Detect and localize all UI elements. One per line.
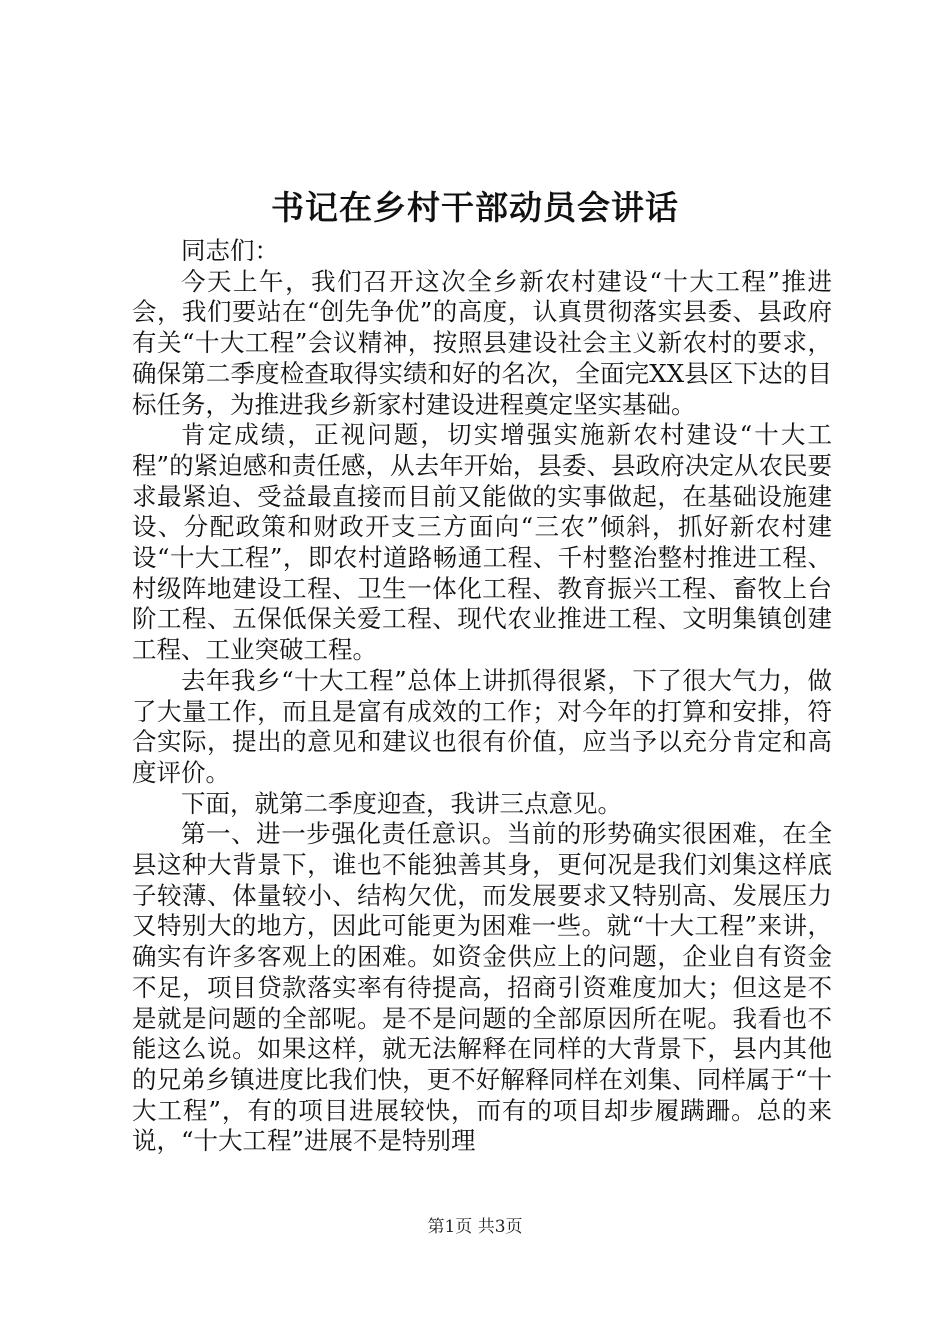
paragraph-last-year: 去年我乡“十大工程”总体上讲抓得很紧，下了很大气力，做了大量工作，而且是富有成效的工作；对今年的打算和安排，符合实际，提出的意见和建议也很有价值，应当予以充分肯定和高度评价。 [132,665,832,787]
page-footer: 第1页 共3页 [427,1217,523,1237]
paragraph-salutation: 同志们： [181,236,279,265]
paragraph-intro: 今天上午，我们召开这次全乡新农村建设“十大工程”推进会，我们要站在“创先争优”的高度，认真贯彻落实县委、县政府有关“十大工程”会议精神，按照县建设社会主义新农村的要求，确保第二季度检查取得实绩和好的名次，全面完XX县区下达的目标任务，为推进我乡新家村建设进程奠定坚实基础。 [132,266,832,419]
document-title: 书记在乡村干部动员会讲话 [271,188,679,227]
document-body [132,236,832,1157]
paragraph-three-points: 下面，就第二季度迎查，我讲三点意见。 [181,788,622,818]
paragraph-achievements: 肯定成绩，正视问题，切实增强实施新农村建设“十大工程”的紧迫感和责任感，从去年开始，县委、县政府决定从农民要求最紧迫、受益最直接而目前又能做的实事做起，在基础设施建设、分配政策和财政开支三方面向“三农”倾斜，抓好新农村建设“十大工程”，即农村道路畅通工程、千村整治整村推进工程、村级阵地建设工程、卫生一体化工程、教育振兴工程、畜牧上台阶工程、五保低保关爱工程、现代农业推进工程、文明集镇创建工程、工业突破工程。 [132,420,832,665]
paragraph-first-point: 第一、进一步强化责任意识。当前的形势确实很困难，在全县这种大背景下，谁也不能独善其身，更何况是我们刘集这样底子较薄、体量较小、结构欠优，而发展要求又特别高、发展压力又特别大的地方，因此可能更为困难一些。就“十大工程”来讲，确实有许多客观上的困难。如资金供应上的问题，企业自有资金不足，项目贷款落实率有待提高，招商引资难度加大；但这是不是就是问题的全部呢。是不是问题的全部原因所在呢。我看也不能这么说。如果这样，就无法解释在同样的大背景下，县内其他的兄弟乡镇进度比我们快，更不好解释同样在刘集、同样属于“十大工程”，有的项目进展较快，而有的项目却步履蹒跚。总的来说，“十大工程”进展不是特别理 [132,819,832,1156]
